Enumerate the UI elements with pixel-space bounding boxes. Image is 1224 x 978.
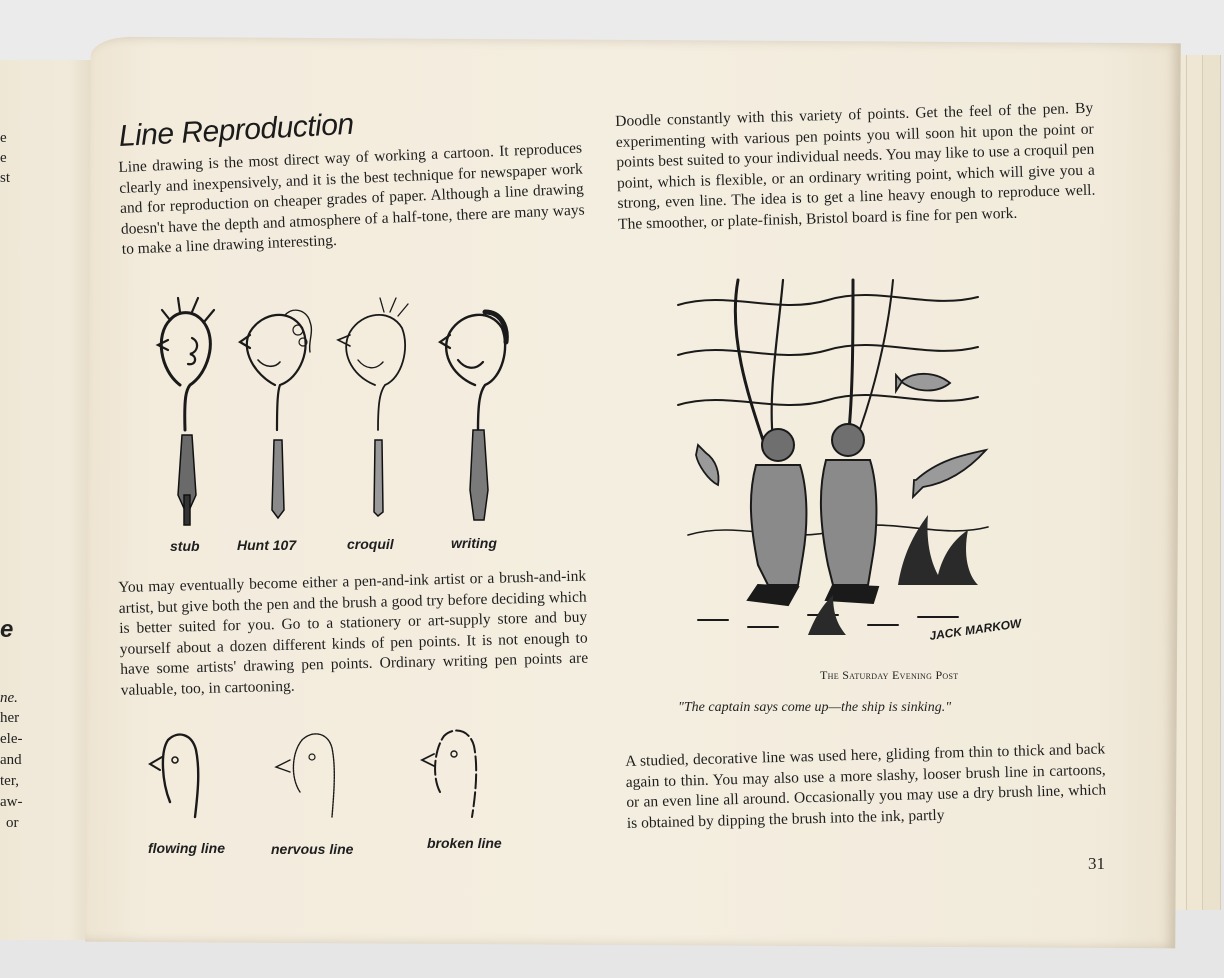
left-text-fragment: ter, [0, 773, 19, 789]
left-text-fragment: ele- [0, 731, 23, 747]
pen-label-croquil: croquil [347, 536, 394, 552]
pens-paragraph: You may eventually become either a pen-and-ink artist or a brush-and-ink artist, but give both the pen and the brush a good try before deciding which is better suited for you. Go to a stationery or art-supply store and buy yourself about a dozen different kinds of pen points. It is not enough to have some artists' drawing pen points. Ordinary writing pen points are valuable, too, in cartooning. [118, 567, 589, 699]
left-text-fragment: or [6, 815, 19, 831]
pen-label-stub: stub [170, 538, 200, 554]
left-text-fragment: e [0, 150, 7, 166]
page-title: Line Reproduction [118, 107, 355, 153]
line-styles-illustration [140, 722, 520, 832]
left-text-fragment: st [0, 170, 11, 186]
pen-points-illustration [140, 290, 540, 530]
left-text-fragment: and [0, 752, 22, 768]
line-label-nervous: nervous line [271, 841, 354, 857]
pen-label-hunt: Hunt 107 [237, 537, 297, 553]
decorative-line-paragraph: A studied, decorative line was used here, gliding from thin to thick and back again to thin. You may also use a more slashy, looser brush line in cartoons, or an even line all around. Occasionally you may use a dry brush line, which is obtained by dipping the brush into the ink, partly [625, 740, 1107, 832]
cartoon-caption: "The captain says come up—the ship is sinking." [678, 700, 952, 715]
intro-paragraph: Line drawing is the most direct way of working a cartoon. It reproduces clearly and inexpensively, and it is the best technique for newspaper work and for reproduction on cheaper grades of paper. Although a line drawing doesn't have the depth and atmosphere of a half-tone, there are many ways to make a line drawing interesting. [118, 139, 585, 259]
left-heading-fragment: e [0, 616, 14, 643]
line-label-flowing: flowing line [148, 840, 225, 856]
cartoon-credit: The Saturday Evening Post [820, 668, 959, 682]
cartoon-signature: JACK MARKOW [928, 616, 1023, 643]
left-text-fragment: her [0, 710, 20, 726]
doodle-paragraph: Doodle constantly with this variety of points. Get the feel of the pen. By experimenting with various pen points you will soon hit upon the point or points best suited to your individual needs. You may like to use a croquil pen point, which is flexible, or an ordinary writing point, which will give you a strong, even line. The idea is to get a line heavy enough to reproduce well. The smoother, or plate-finish, Bristol board is fine for pen work. [615, 99, 1096, 233]
line-label-broken: broken line [427, 835, 502, 851]
diver-cartoon [668, 275, 1023, 660]
pen-label-writing: writing [451, 535, 497, 551]
page-number: 31 [1088, 854, 1105, 873]
left-text-fragment: aw- [0, 794, 23, 810]
left-facing-page [0, 60, 98, 940]
left-text-fragment: e [0, 130, 7, 146]
left-text-fragment: ne. [0, 690, 18, 706]
